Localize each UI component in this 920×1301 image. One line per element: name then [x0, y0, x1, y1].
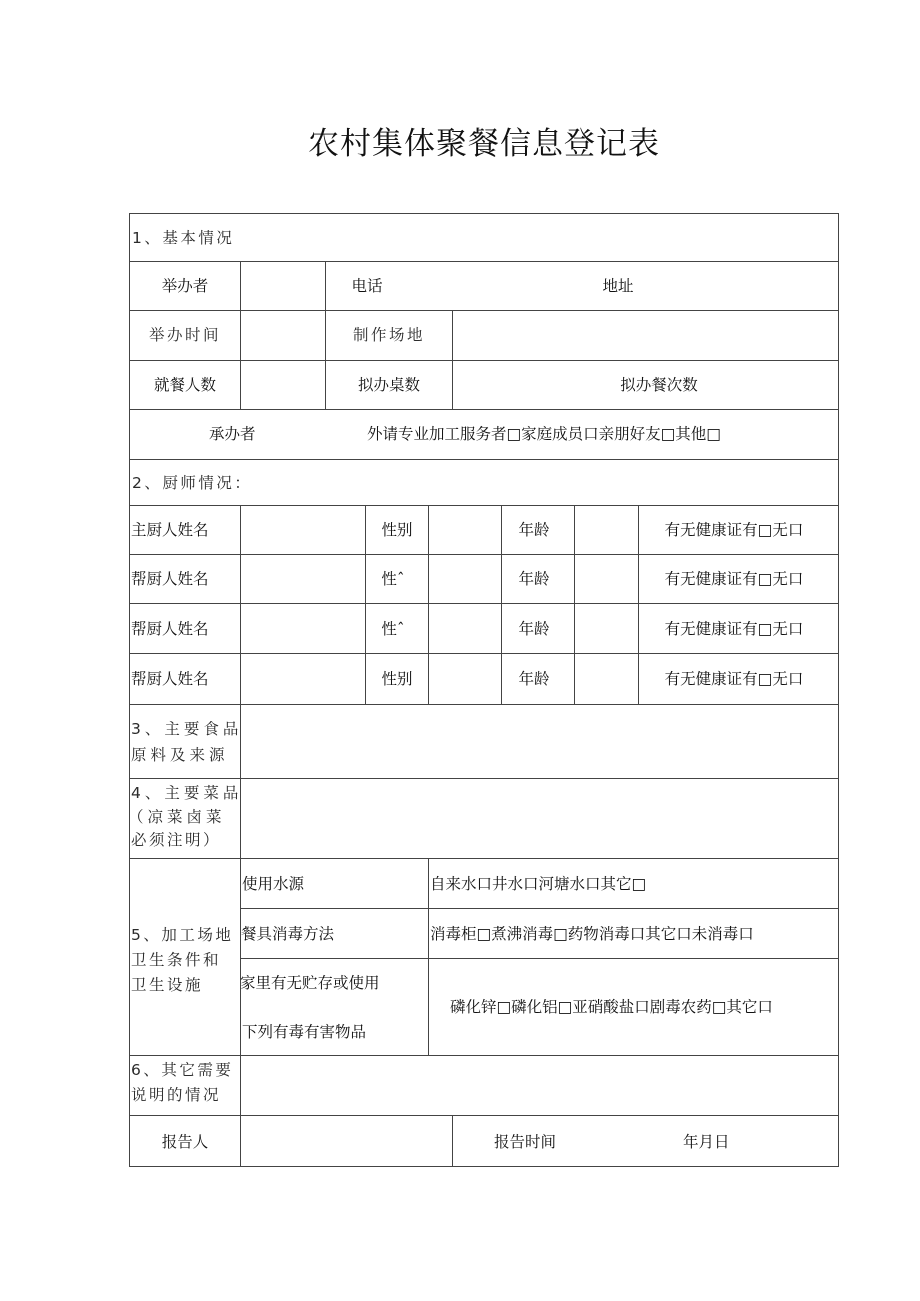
report-time-label: 报告时间 [494, 1133, 557, 1151]
section3-line1: 3、主要食品 [131, 720, 243, 738]
disinfect-method-options: 消毒柜□煮沸消毒□药物消毒口其它口未消毒口 [430, 925, 754, 943]
gender-label: 性别 [381, 670, 413, 688]
age-label: 年龄 [518, 670, 550, 688]
reporter-label: 报告人 [161, 1133, 209, 1151]
section1-heading: 1、基本情况 [132, 229, 235, 247]
tables-label: 拟办桌数 [357, 376, 421, 394]
water-source-label: 使用水源 [242, 875, 305, 893]
diners-label: 就餐人数 [153, 376, 217, 394]
section5-line1: 5、加工场地 [131, 926, 234, 944]
health-cert-label: 有无健康证有□无口 [664, 620, 804, 638]
report-date-label: 年月日 [683, 1133, 730, 1151]
disinfect-method-label: 餐具消毒方法 [241, 925, 335, 943]
section5-line3: 卫生设施 [131, 976, 204, 994]
organizer-label: 举办者 [161, 277, 209, 295]
section4-line1: 4、主要菜品 [131, 784, 243, 802]
chef-role-label: 帮厨人姓名 [131, 620, 209, 638]
contractor-label: 承办者 [209, 425, 256, 443]
water-source-options: 自来水口井水口河塘水口其它□ [430, 875, 647, 893]
health-cert-label: 有无健康证有□无口 [664, 521, 804, 539]
health-cert-label: 有无健康证有□无口 [664, 670, 804, 688]
address-label: 地址 [602, 277, 634, 295]
age-label: 年龄 [518, 570, 550, 588]
venue-label: 制作场地 [352, 326, 426, 344]
toxic-storage-options: 磷化锌□磷化铝□亚硝酸盐口剧毒农药□其它口 [450, 998, 773, 1016]
section2-heading: 2、厨师情况： [132, 474, 253, 492]
section5-line2: 卫生条件和 [131, 951, 222, 969]
section4-line2: （凉菜卤菜 [128, 808, 226, 826]
form-title: 农村集体聚餐信息登记表 [308, 126, 660, 162]
section6-line2: 说明的情况 [131, 1086, 222, 1104]
gender-label: 性ˆ [381, 620, 405, 638]
time-label: 举办时间 [148, 326, 222, 344]
gender-label: 性ˆ [381, 570, 405, 588]
chef-role-label: 主厨人姓名 [131, 521, 209, 539]
section3-line2: 原料及来源 [131, 746, 229, 764]
age-label: 年龄 [518, 620, 550, 638]
section6-line1: 6、其它需要 [131, 1061, 234, 1079]
meals-label: 拟办餐次数 [620, 376, 698, 394]
contractor-options: 外请专业加工服务者□家庭成员口亲朋好友□其他□ [367, 425, 721, 443]
age-label: 年龄 [518, 521, 550, 539]
chef-role-label: 帮厨人姓名 [131, 570, 209, 588]
chef-role-label: 帮厨人姓名 [131, 670, 209, 688]
health-cert-label: 有无健康证有□无口 [664, 570, 804, 588]
gender-label: 性别 [381, 521, 413, 539]
section4-line3: 必须注明） [131, 831, 222, 849]
phone-label: 电话 [351, 277, 383, 295]
toxic-storage-label-1: 家里有无贮存或使用 [240, 974, 380, 992]
toxic-storage-label-2: 下列有毒有害物品 [242, 1023, 367, 1041]
